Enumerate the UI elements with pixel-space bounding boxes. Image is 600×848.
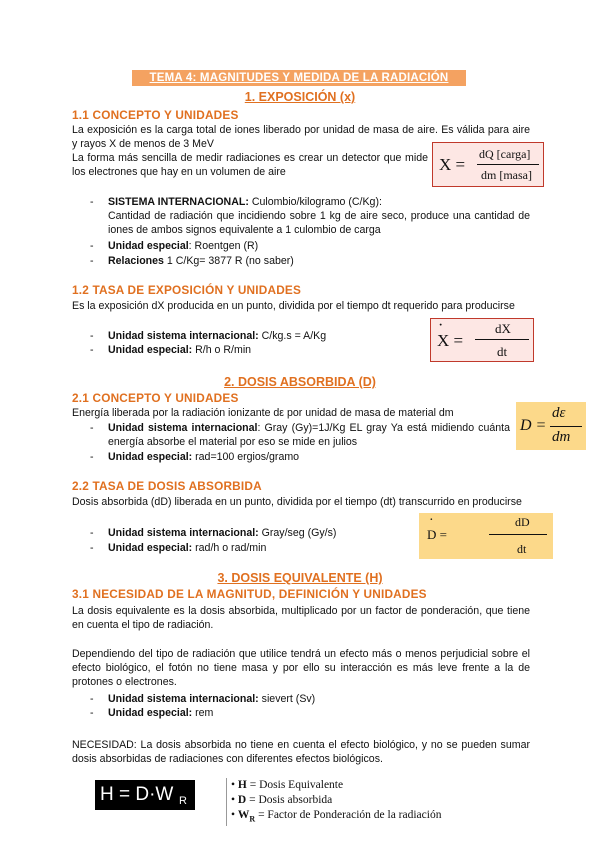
subsection-2-1-heading: 2.1 CONCEPTO Y UNIDADES bbox=[72, 391, 239, 405]
value: Culombio/kilogramo (C/Kg): bbox=[251, 196, 382, 208]
label: Unidad especial: bbox=[108, 542, 193, 554]
paragraph-dose-rate: Dosis absorbida (dD) liberada en un punto, dividida por el tiempo (dt) transcurrido en producirse bbox=[72, 496, 522, 508]
list-item-dose-rate-special-unit: - Unidad especial: rad/h o rad/min bbox=[90, 542, 267, 554]
legend-item: • D = Dosis absorbida bbox=[231, 794, 333, 806]
value: : Gray (Gy)=1J/Kg EL gray Ya está midiendo cuánta energía absorbe el material por eso se mide en julios bbox=[108, 422, 510, 448]
value: rad=100 ergios/gramo bbox=[192, 451, 300, 463]
label: Unidad sistema internacional bbox=[108, 422, 258, 434]
fraction-bar bbox=[489, 534, 547, 535]
absorbed-dose-formula bbox=[516, 402, 586, 450]
exposure-formula bbox=[432, 142, 544, 187]
symbol: D bbox=[237, 794, 247, 806]
list-item-rate-special-unit: - Unidad especial: R/h o R/min bbox=[90, 344, 252, 356]
symbol: W bbox=[237, 809, 250, 821]
value: sievert (Sv) bbox=[258, 693, 316, 705]
value: : Roentgen (R) bbox=[188, 240, 259, 252]
subsection-3-1-heading: 3.1 NECESIDAD DE LA MAGNITUD, DEFINICIÓN Y UNIDADES bbox=[72, 587, 427, 601]
exposure-formula-numerator: dQ [carga] bbox=[479, 147, 531, 161]
fraction-bar bbox=[475, 339, 529, 340]
fraction-bar bbox=[550, 426, 582, 427]
paragraph-necessity: NECESIDAD: La dosis absorbida no tiene en cuenta el efecto biológico, y no se pueden sumar dosis absorbidas de radiaciones con diferentes efectos biológicos. bbox=[72, 739, 530, 765]
equivalent-dose-formula bbox=[95, 780, 195, 810]
meaning: = Dosis absorbida bbox=[246, 794, 333, 806]
symbol: H bbox=[237, 779, 247, 791]
paragraph-exposure-detector: La forma más sencilla de medir radiaciones es crear un detector que mide los electrones que hay en un volumen de aire bbox=[72, 152, 428, 178]
absorbed-dose-lhs: D = bbox=[520, 417, 547, 434]
list-item-dose-special-unit: - Unidad especial: rad=100 ergios/gramo bbox=[90, 451, 300, 463]
list-item-rate-si-unit: - Unidad sistema internacional: C/kg.s = A/Kg bbox=[90, 330, 327, 342]
si-unit-detail: Cantidad de radiación que incidiendo sobre 1 kg de aire seco, produce una cantidad de iones de ambos signos equivalente a 1 culombio de carga bbox=[108, 210, 530, 236]
formula-text: H = D·W bbox=[100, 784, 174, 805]
legend-item: • $W_R$ = Factor de Ponderación de la radiación bbox=[231, 809, 442, 824]
exposure-rate-lhs: X = bbox=[437, 331, 464, 350]
list-item-dose-rate-si-unit: - Unidad sistema internacional: Gray/seg (Gy/s) bbox=[90, 527, 337, 539]
meaning: = Factor de Ponderación de la radiación bbox=[255, 809, 442, 821]
paragraph-equivalent-dose: La dosis equivalente es la dosis absorbida, multiplicado por un factor de ponderación, que tiene en cuenta el tipo de radiación. bbox=[72, 605, 530, 631]
label: Unidad sistema internacional: bbox=[108, 527, 259, 539]
list-item-relations: - Relaciones 1 C/Kg= 3877 R (no saber) bbox=[90, 255, 294, 267]
dose-rate-numerator: dD bbox=[515, 515, 530, 529]
fraction-bar bbox=[477, 164, 539, 165]
meaning: = Dosis Equivalente bbox=[246, 779, 344, 791]
list-item-dose-si-unit: - Unidad sistema internacional: Gray (Gy)=1J/Kg EL gray Ya está midiendo cuánta energía absorbe el material por eso se mide en julios bbox=[90, 422, 510, 448]
absorbed-dose-numerator: dε bbox=[552, 405, 566, 421]
paragraph-exposure-definition: La exposición es la carga total de iones liberado por unidad de masa de aire. Es válida para aire y rayos X de menos de 3 MeV bbox=[72, 124, 530, 150]
list-item-equivalent-special-unit: - Unidad especial: rem bbox=[90, 707, 214, 719]
value: rad/h o rad/min bbox=[192, 542, 267, 554]
exposure-formula-denominator: dm [masa] bbox=[481, 168, 532, 182]
section-3-heading: 3. DOSIS EQUIVALENTE (H) bbox=[217, 571, 383, 585]
dose-rate-lhs: D = bbox=[427, 527, 447, 542]
subsection-1-1-heading: 1.1 CONCEPTO Y UNIDADES bbox=[72, 108, 239, 122]
exposure-rate-formula bbox=[430, 318, 534, 362]
formula-subscript: R bbox=[179, 795, 187, 807]
list-item-equivalent-si-unit: - Unidad sistema internacional: sievert (Sv) bbox=[90, 693, 316, 705]
value: C/kg.s = A/Kg bbox=[258, 330, 327, 342]
paragraph-absorbed-dose-definition: Energía liberada por la radiación ionizante dε por unidad de masa de material dm bbox=[72, 407, 454, 419]
exposure-formula-lhs: X = bbox=[439, 155, 466, 174]
section-2-heading: 2. DOSIS ABSORBIDA (D) bbox=[224, 375, 376, 389]
list-item-special-unit: - Unidad especial: Roentgen (R) bbox=[90, 240, 259, 252]
paragraph-radiation-type: Dependiendo del tipo de radiación que utilice tendrá un efecto más o menos perjudicial sobre el efecto biológico, el fotón no tiene masa y por ello su interacción es más leve frente a la de protones o electrones. bbox=[72, 648, 530, 688]
value: 1 C/Kg= 3877 R (no saber) bbox=[163, 255, 294, 267]
dose-rate-denominator: dt bbox=[517, 542, 527, 556]
formula-legend bbox=[226, 778, 476, 826]
value: rem bbox=[192, 707, 214, 719]
subsection-1-2-heading: 1.2 TASA DE EXPOSICIÓN Y UNIDADES bbox=[72, 283, 302, 297]
dot-accent: · bbox=[429, 513, 434, 528]
dose-rate-formula bbox=[419, 513, 553, 559]
label: Relaciones bbox=[108, 255, 164, 267]
section-1-heading: 1. EXPOSICIÓN (x) bbox=[244, 90, 356, 104]
symbol-subscript: R bbox=[249, 814, 256, 824]
document-title: TEMA 4: MAGNITUDES Y MEDIDA DE LA RADIACIÓN bbox=[132, 70, 466, 86]
label: Unidad especial: bbox=[108, 451, 193, 463]
label: Unidad sistema internacional: bbox=[108, 693, 259, 705]
label: SISTEMA INTERNACIONAL: bbox=[108, 196, 249, 208]
exposure-rate-numerator: dX bbox=[495, 321, 511, 336]
label: Unidad especial bbox=[108, 240, 189, 252]
paragraph-exposure-rate: Es la exposición dX producida en un punto, dividida por el tiempo dt requerido para producirse bbox=[72, 300, 515, 312]
label: Unidad sistema internacional: bbox=[108, 330, 259, 342]
value: Gray/seg (Gy/s) bbox=[258, 527, 337, 539]
subsection-2-2-heading: 2.2 TASA DE DOSIS ABSORBIDA bbox=[72, 479, 262, 493]
list-item-si-unit: - SISTEMA INTERNACIONAL: Culombio/kilogramo (C/Kg): Cantidad de radiación que incidiendo sobre 1 kg de aire seco, produce una cantidad de iones de ambos signos equivalente a 1 culombio de carga bbox=[90, 196, 530, 236]
label: Unidad especial: bbox=[108, 344, 193, 356]
legend-item: • H = Dosis Equivalente bbox=[231, 779, 344, 791]
value: R/h o R/min bbox=[192, 344, 252, 356]
dot-accent: · bbox=[438, 317, 444, 334]
label: Unidad especial: bbox=[108, 707, 193, 719]
absorbed-dose-denominator: dm bbox=[552, 429, 571, 445]
exposure-rate-denominator: dt bbox=[497, 344, 508, 359]
